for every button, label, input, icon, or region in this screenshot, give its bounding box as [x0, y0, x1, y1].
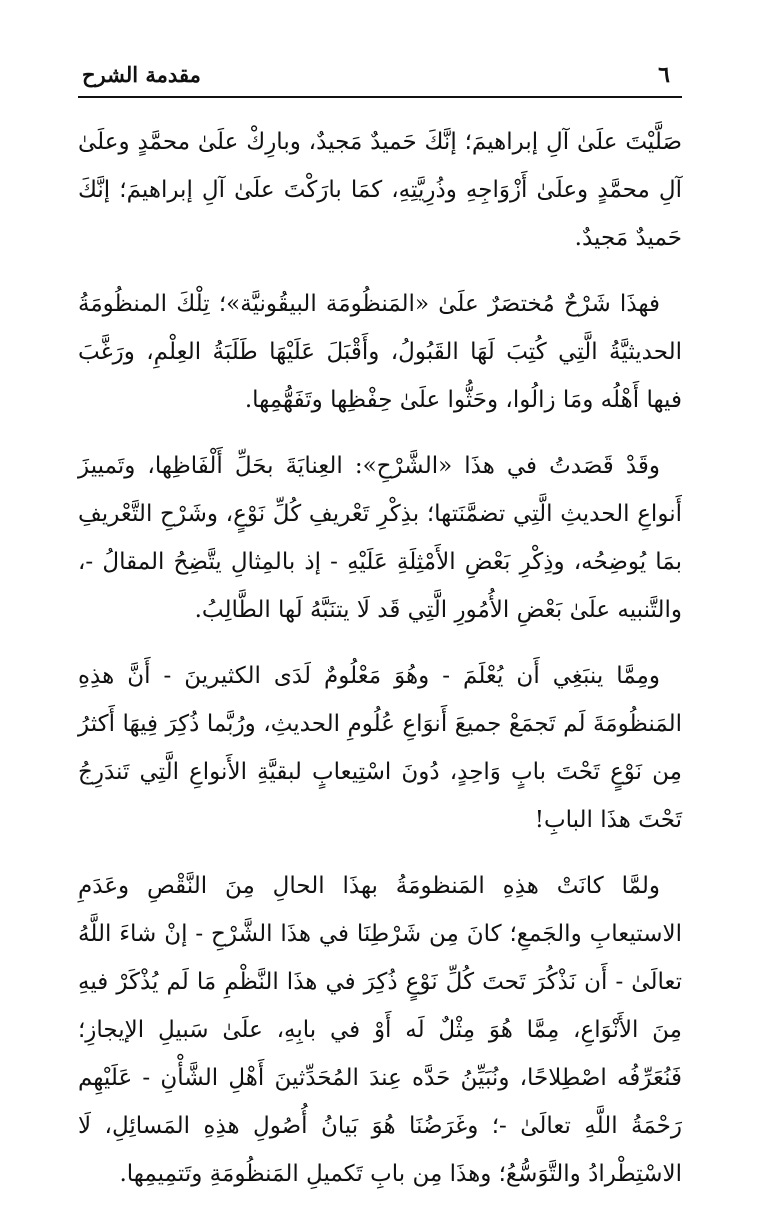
header-divider	[78, 96, 682, 98]
paragraph-3: وقَدْ قَصَدتُ في هذَا «الشَّرْحِ»: العِنايَةَ بحَلِّ أَلْفَاظِها، وتَمييزَ أَنواعِ الحديثِ الَّتِي تضمَّنَتها؛ بذِكْرِ تَعْريفِ كُلِّ نَوْعٍ، وشَرْحِ التَّعْريفِ بمَا يُوضِحُه، وذِكْرِ بَعْضِ الأَمْثِلَةِ عَلَيْهِ - إذ بالمِثالِ يتَّضِحُ المقالُ -، والتَّنبيه علَىٰ بَعْضِ الأُمُورِ الَّتِي قَد لَا يتنَبَّهُ لَها الطَّالِبُ.	[78, 453, 682, 623]
page-number: ٦	[658, 62, 670, 88]
paragraph-2: فهذَا شَرْحٌ مُختصَرٌ علَىٰ «المَنظُومَة البيقُونيَّة»؛ تِلْكَ المنظُومَةُ الحديثيَّةُ الَّتِي كُتِبَ لَهَا القَبُولُ، وأَقْبَلَ عَلَيْهَا طَلَبَةُ العِلْمِ، ورَغَّبَ فيها أَهْلُه ومَا زالُوا، وحَثُّوا علَىٰ حِفْظِها وتَفَهُّمِها.	[78, 291, 682, 413]
running-title: مقدمة الشرح	[82, 62, 201, 87]
page-header	[78, 58, 678, 94]
paragraph-1: صَلَّيْتَ علَىٰ آلِ إبراهيمَ؛ إنَّكَ حَميدٌ مَجيدٌ، وبارِكْ علَىٰ محمَّدٍ وعلَىٰ آلِ محمَّدٍ وعلَىٰ أَزْوَاجِهِ وذُرِيَّتِهِ، كمَا بارَكْتَ علَىٰ آلِ إبراهيمَ؛ إنَّكَ حَميدٌ مَجيدٌ.	[78, 129, 682, 251]
paragraph-5: ولمَّا كانَتْ هذِهِ المَنظومَةُ بهذَا الحالِ مِنَ النَّقْصِ وعَدَمِ الاستيعابِ والجَمعِ؛ كانَ مِن شَرْطِنَا في هذَا الشَّرْحِ - إنْ شاءَ اللَّهُ تعالَىٰ - أَن نَذْكُرَ تَحتَ كُلِّ نَوْعٍ ذُكِرَ في هذَا النَّظْمِ مَا لَم يُذْكَرْ فيهِ مِنَ الأَنْوَاعِ، مِمَّا هُوَ مِثْلٌ لَه أَوْ في بابِهِ، علَىٰ سَبيلِ الإيجازِ؛ فَنُعَرِّفُه اصْطِلاحًا، ونُبَيِّنُ حَدَّه عِندَ المُحَدِّثينَ أَهْلِ الشَّأْنِ - عَلَيْهِم رَحْمَةُ اللَّهِ تعالَىٰ -؛ وغَرَضُنَا هُوَ بَيانُ أُصُولِ هذِهِ المَسائِلِ، لَا الاسْتِطْرادُ والتَّوَسُّعُ؛ وهذَا مِن بابِ تَكميلِ المَنظُومَةِ وتَتمِيمِها.	[78, 873, 682, 1187]
body-text	[78, 118, 682, 1216]
paragraph-4: ومِمَّا ينبَغِي أَن يُعْلَمَ - وهُوَ مَعْلُومٌ لَدَى الكثيرينَ - أَنَّ هذِهِ المَنظُومَةَ لَم تَجمَعْ جميعَ أَنوَاعِ عُلُومِ الحديثِ، ورُبَّما ذُكِرَ فِيهَا أَكثرُ مِن نَوْعٍ تَحْتَ بابٍ وَاحِدٍ، دُونَ اسْتِيعابٍ لبقيَّةِ الأَنواعِ الَّتِي تَندَرِجُ تَحْتَ هذَا البابِ!	[78, 663, 682, 833]
